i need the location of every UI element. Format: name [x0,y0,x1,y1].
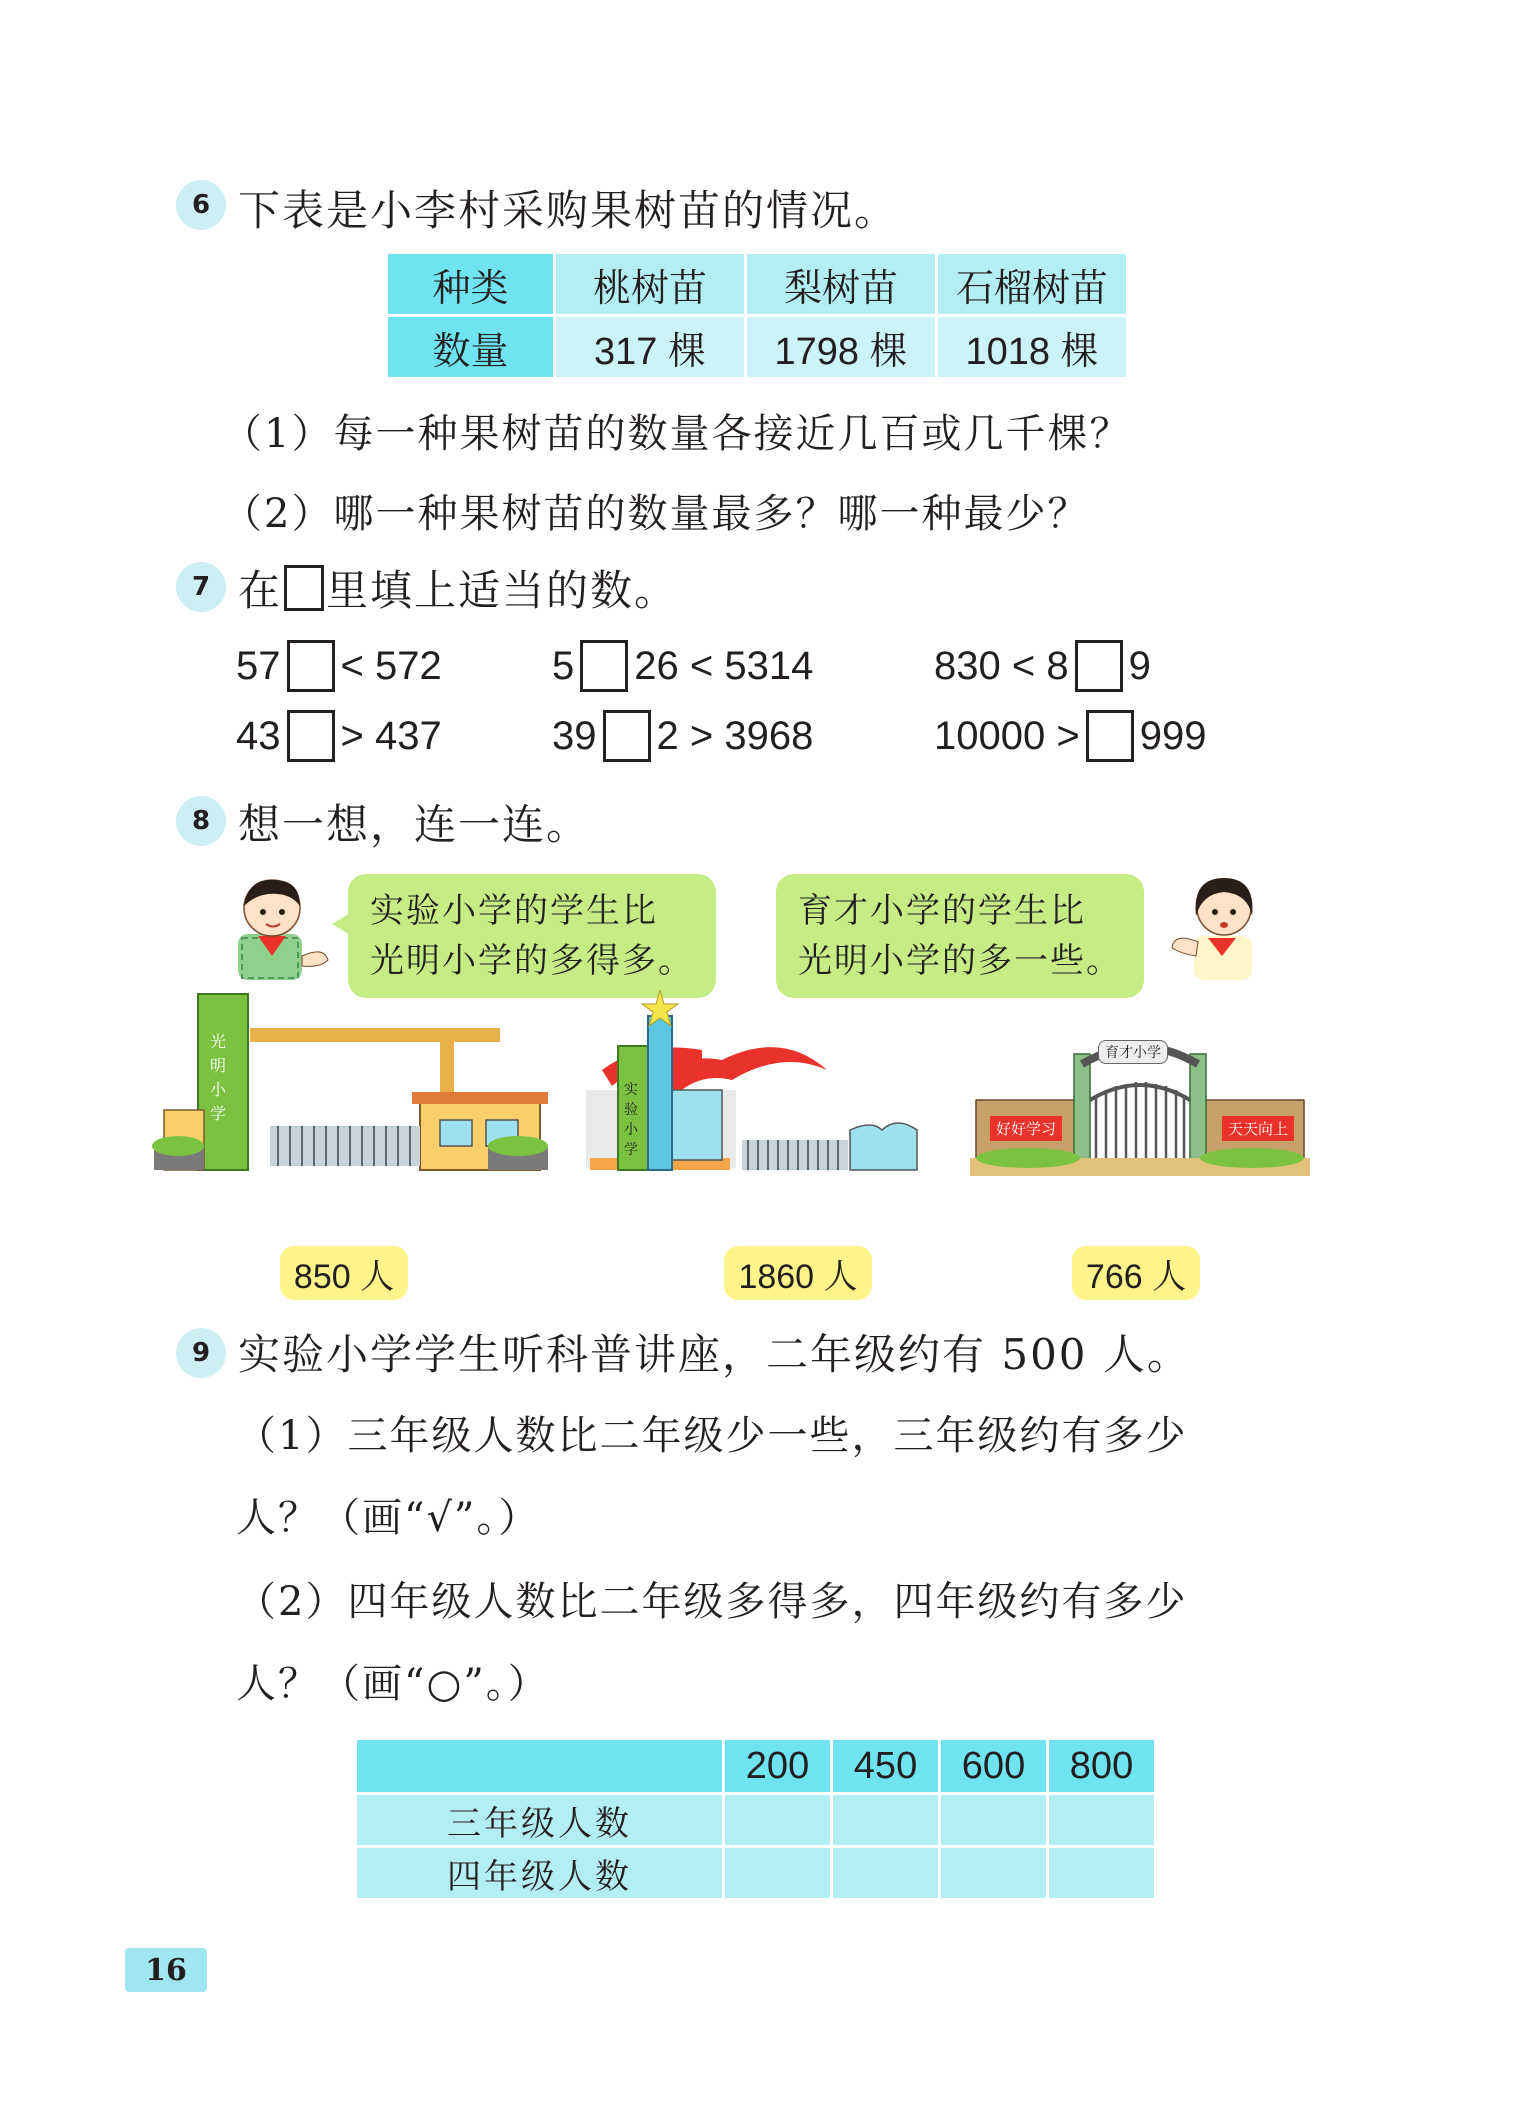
answer-cell[interactable] [940,1794,1048,1847]
inequality [934,640,1151,692]
question-6-sub-2: （2）哪一种果树苗的数量最多？哪一种最少？ [222,491,1090,537]
inequality-left: 10000 > [934,713,1080,758]
bubble-line: 光明小学的多一些。 [798,941,1122,981]
table-row-label: 三年级人数 [357,1794,724,1847]
bubble-line: 光明小学的多得多。 [370,941,694,981]
count-guangming: 850 人 [280,1246,408,1300]
answer-cell[interactable] [832,1794,940,1847]
answer-box[interactable] [287,640,335,692]
answer-box[interactable] [1086,710,1134,762]
inequality-right: 26 < 5314 [634,643,814,688]
answer-cell[interactable] [724,1847,832,1900]
table-cell: 桃树苗 [555,254,746,316]
seedling-table [388,254,1129,380]
blank-box-icon [284,565,324,611]
inequality-left: 5 [552,643,575,688]
answer-box[interactable] [580,640,628,692]
inequality-left: 57 [236,643,281,688]
table-header: 600 [940,1740,1048,1794]
inequality-right: 9 [1128,643,1151,688]
question-7-title-pre: 在 [238,566,283,615]
question-7-title [238,558,678,618]
question-9-number: 9 [176,1328,226,1378]
question-7-number: 7 [176,562,226,612]
inequality-left: 43 [236,713,281,758]
grade-count-table [357,1740,1157,1901]
question-6-number: 6 [176,180,226,230]
table-cell: 梨树苗 [746,254,937,316]
question-8-number: 8 [176,796,226,846]
answer-cell[interactable] [724,1794,832,1847]
school-yucai-right-board: 天天向上 [1222,1116,1294,1141]
question-6-sub-1: （1）每一种果树苗的数量各接近几百或几千棵？ [222,411,1132,457]
answer-cell[interactable] [940,1847,1048,1900]
page-number: 16 [125,1948,207,1992]
inequality-left: 830 < 8 [934,643,1069,688]
table-cell: 317 棵 [555,316,746,379]
table-cell: 石榴树苗 [937,254,1128,316]
answer-cell[interactable] [1048,1847,1156,1900]
question-9-sub-2-line-2: 人？（画“○”。） [236,1661,550,1707]
table-row-label: 数量 [388,316,555,379]
question-8-title: 想一想，连一连。 [238,800,591,849]
bubble-tail-right [1118,900,1138,924]
answer-box[interactable] [603,710,651,762]
question-9-sub-2-line-1: （2）四年级人数比二年级多得多，四年级约有多少 [236,1579,1188,1625]
table-header: 800 [1048,1740,1156,1794]
question-9-title: 实验小学学生听科普讲座，二年级约有 500 人。 [238,1330,1191,1379]
girl-illustration [1160,872,1270,982]
inequality [236,710,442,762]
inequality-right: 2 > 3968 [656,713,814,758]
boy-illustration [228,872,338,982]
school-guangming-sign: 光明小学 [210,1032,227,1123]
inequality [552,640,813,692]
answer-box[interactable] [287,710,335,762]
inequality-right: 999 [1139,713,1207,758]
answer-box[interactable] [1075,640,1123,692]
bubble-line: 育才小学的学生比 [798,891,1086,931]
table-cell: 1018 棵 [937,316,1128,379]
table-header: 450 [832,1740,940,1794]
table-row-label: 四年级人数 [357,1847,724,1900]
question-9-sub-1-line-2: 人？（画“√”。） [236,1495,541,1541]
table-cell: 1798 棵 [746,316,937,379]
count-shiyan: 1860 人 [724,1246,872,1300]
count-yucai: 766 人 [1072,1246,1200,1300]
school-yucai-arch-sign: 育才小学 [1098,1040,1168,1064]
question-6-title: 下表是小李村采购果树苗的情况。 [238,186,899,235]
bubble-tail-left [332,912,352,936]
inequality [934,710,1206,762]
speech-bubble-right [776,874,1144,998]
question-7-title-post: 里填上适当的数。 [326,566,679,615]
question-9-sub-1-line-1: （1）三年级人数比二年级少一些，三年级约有多少 [236,1413,1188,1459]
speech-bubble-left [348,874,716,998]
inequality-right: < 572 [340,643,442,688]
school-shiyan-sign: 实验小学 [624,1082,638,1158]
inequality-left: 39 [552,713,597,758]
bubble-line: 实验小学的学生比 [370,891,658,931]
inequality [236,640,442,692]
answer-cell[interactable] [832,1847,940,1900]
table-row-label: 种类 [388,254,555,316]
school-yucai-left-board: 好好学习 [990,1116,1062,1141]
answer-cell[interactable] [1048,1794,1156,1847]
table-header: 200 [724,1740,832,1794]
table-header-empty [357,1740,724,1794]
inequality-right: > 437 [340,713,442,758]
inequality [552,710,813,762]
